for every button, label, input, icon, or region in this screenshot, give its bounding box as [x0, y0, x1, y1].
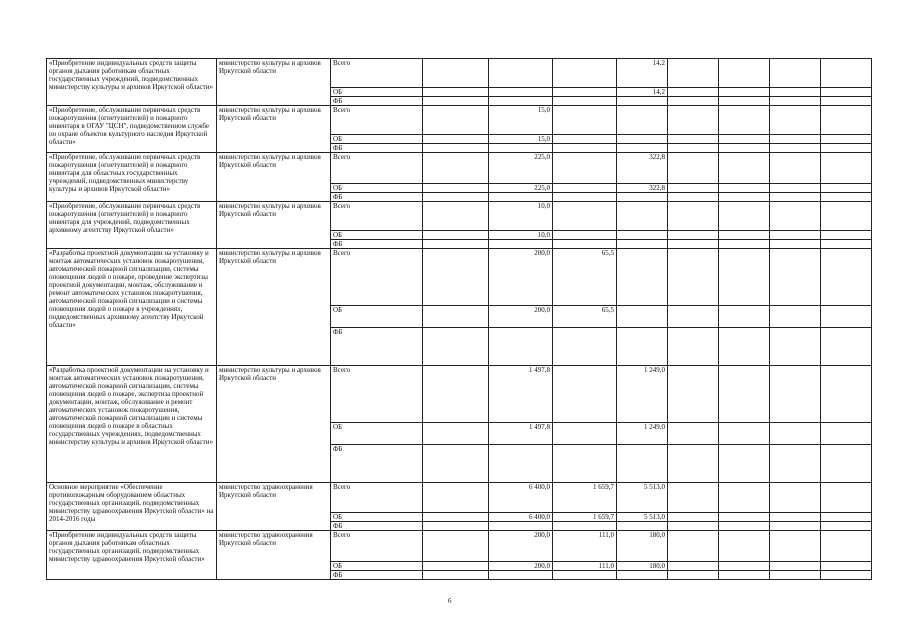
- amount-cell: [423, 193, 489, 202]
- executor-cell: министерство здравоохранения Иркутской области: [217, 483, 331, 531]
- amount-cell: [423, 522, 489, 531]
- activity-name-cell: «Разработка проектной документации на установку и монтаж автоматических установок пожаротушения, автоматической пожарной сигнализации, системы оповещения людей о пожаре, проведение экспертизы проектной документации, монтаж, обслуживание и ремонт автоматических установок пожаротушения, автоматической пожарной сигнализации и системы оповещения людей о пожаре в учреждениях, подведомственных архивному агентству Иркутской области»: [47, 249, 217, 366]
- activity-name-cell: Основное мероприятие «Обеспечение противопожарным оборудованием областных государственных организаций, подведомственных министерству здравоохранения Иркутской области» на 2014-2016 годы: [47, 483, 217, 531]
- amount-cell: [489, 571, 553, 580]
- funding-source-cell: Всего: [331, 59, 423, 88]
- amount-cell: [719, 88, 770, 97]
- amount-cell: [553, 97, 617, 106]
- funding-source-cell: ФБ: [331, 240, 423, 249]
- funding-source-cell: Всего: [331, 202, 423, 231]
- amount-cell: [668, 202, 719, 231]
- amount-cell: [821, 571, 872, 580]
- amount-cell: [668, 306, 719, 328]
- funding-source-cell: Всего: [331, 249, 423, 306]
- amount-cell: [770, 193, 821, 202]
- amount-cell: 15,0: [489, 106, 553, 135]
- funding-source-cell: ОБ: [331, 231, 423, 240]
- amount-cell: [770, 106, 821, 135]
- amount-cell: [668, 88, 719, 97]
- amount-cell: [821, 513, 872, 522]
- amount-cell: [770, 423, 821, 445]
- funding-source-cell: ОБ: [331, 135, 423, 144]
- amount-cell: 65,5: [553, 249, 617, 306]
- amount-cell: [489, 522, 553, 531]
- amount-cell: [719, 106, 770, 135]
- amount-cell: [553, 153, 617, 184]
- amount-cell: [719, 193, 770, 202]
- amount-cell: [617, 144, 668, 153]
- amount-cell: 200,0: [489, 531, 553, 562]
- amount-cell: [423, 106, 489, 135]
- amount-cell: [770, 59, 821, 88]
- amount-cell: [821, 445, 872, 483]
- amount-cell: [770, 88, 821, 97]
- amount-cell: [489, 88, 553, 97]
- amount-cell: 6 400,0: [489, 513, 553, 522]
- amount-cell: 1 497,8: [489, 423, 553, 445]
- amount-cell: [719, 522, 770, 531]
- amount-cell: [423, 59, 489, 88]
- amount-cell: [617, 97, 668, 106]
- activity-name-cell: «Приобретение, обслуживание первичных средств пожаротушения (огнетушителей) и пожарного инвентаря для учреждений, подведомственных архивному агентству Иркутской области»: [47, 202, 217, 249]
- amount-cell: [719, 249, 770, 306]
- amount-cell: [719, 202, 770, 231]
- amount-cell: [489, 193, 553, 202]
- amount-cell: [423, 202, 489, 231]
- amount-cell: [489, 328, 553, 366]
- amount-cell: [423, 135, 489, 144]
- amount-cell: [821, 106, 872, 135]
- amount-cell: [719, 144, 770, 153]
- funding-source-cell: ОБ: [331, 88, 423, 97]
- amount-cell: [617, 522, 668, 531]
- executor-cell: министерство культуры и архивов Иркутской области: [217, 249, 331, 366]
- table-row: [47, 249, 872, 306]
- amount-cell: [553, 231, 617, 240]
- amount-cell: [423, 571, 489, 580]
- amount-cell: [719, 366, 770, 423]
- amount-cell: [821, 135, 872, 144]
- amount-cell: [668, 571, 719, 580]
- amount-cell: [553, 106, 617, 135]
- amount-cell: 5 513,0: [617, 483, 668, 513]
- amount-cell: [770, 153, 821, 184]
- amount-cell: [821, 231, 872, 240]
- amount-cell: [423, 231, 489, 240]
- amount-cell: [821, 193, 872, 202]
- activity-name-cell: «Разработка проектной документации на установку и монтаж автоматических установок пожаротушения, автоматической пожарной сигнализации, системы оповещения людей о пожаре, экспертиза проектной документации, монтаж, обслуживание и ремонт автоматических установок пожаротушения, автоматической пожарной сигнализации и системы оповещения людей о пожаре в областных государственных учреждениях, подведомственных министерству культуры и архивов Иркутской области»: [47, 366, 217, 483]
- amount-cell: [668, 153, 719, 184]
- amount-cell: [617, 328, 668, 366]
- amount-cell: [719, 184, 770, 193]
- amount-cell: [423, 483, 489, 513]
- funding-source-cell: Всего: [331, 366, 423, 423]
- amount-cell: [821, 531, 872, 562]
- amount-cell: [719, 97, 770, 106]
- amount-cell: [821, 97, 872, 106]
- amount-cell: [821, 249, 872, 306]
- table-row: [47, 483, 872, 513]
- amount-cell: [423, 366, 489, 423]
- amount-cell: [821, 483, 872, 513]
- amount-cell: 180,0: [617, 531, 668, 562]
- amount-cell: [668, 59, 719, 88]
- amount-cell: [770, 562, 821, 571]
- amount-cell: [617, 135, 668, 144]
- amount-cell: [719, 328, 770, 366]
- amount-cell: 14,2: [617, 59, 668, 88]
- amount-cell: [617, 202, 668, 231]
- amount-cell: 6 400,0: [489, 483, 553, 513]
- amount-cell: [821, 88, 872, 97]
- amount-cell: [719, 531, 770, 562]
- funding-source-cell: ОБ: [331, 513, 423, 522]
- amount-cell: [770, 135, 821, 144]
- amount-cell: [821, 423, 872, 445]
- amount-cell: [719, 562, 770, 571]
- funding-source-cell: ФБ: [331, 193, 423, 202]
- amount-cell: 1 497,8: [489, 366, 553, 423]
- amount-cell: [668, 144, 719, 153]
- amount-cell: [489, 97, 553, 106]
- amount-cell: [423, 88, 489, 97]
- amount-cell: [770, 445, 821, 483]
- amount-cell: [553, 193, 617, 202]
- amount-cell: 200,0: [489, 249, 553, 306]
- amount-cell: 5 513,0: [617, 513, 668, 522]
- amount-cell: [423, 445, 489, 483]
- amount-cell: [821, 562, 872, 571]
- amount-cell: [821, 522, 872, 531]
- amount-cell: [668, 445, 719, 483]
- amount-cell: 14,2: [617, 88, 668, 97]
- amount-cell: [719, 513, 770, 522]
- funding-source-cell: ФБ: [331, 97, 423, 106]
- amount-cell: [553, 423, 617, 445]
- amount-cell: [553, 328, 617, 366]
- amount-cell: [553, 135, 617, 144]
- amount-cell: [553, 366, 617, 423]
- amount-cell: 180,0: [617, 562, 668, 571]
- amount-cell: 200,0: [489, 306, 553, 328]
- amount-cell: [423, 153, 489, 184]
- amount-cell: 111,0: [553, 531, 617, 562]
- table-row: [47, 59, 872, 88]
- activity-name-cell: «Приобретение индивидуальных средств защиты органов дыхания работникам областных государственных учреждений, подведомственных министерству культуры и архивов Иркутской области»: [47, 59, 217, 106]
- amount-cell: [719, 483, 770, 513]
- page-number: 6: [448, 597, 452, 605]
- amount-cell: [423, 513, 489, 522]
- amount-cell: [770, 366, 821, 423]
- amount-cell: [821, 153, 872, 184]
- amount-cell: [617, 445, 668, 483]
- amount-cell: [668, 522, 719, 531]
- funding-source-cell: Всего: [331, 531, 423, 562]
- amount-cell: 225,0: [489, 184, 553, 193]
- amount-cell: [770, 249, 821, 306]
- amount-cell: [489, 445, 553, 483]
- amount-cell: 322,8: [617, 153, 668, 184]
- funding-source-cell: ФБ: [331, 328, 423, 366]
- executor-cell: министерство культуры и архивов Иркутской области: [217, 59, 331, 106]
- amount-cell: 1 249,0: [617, 366, 668, 423]
- amount-cell: [553, 202, 617, 231]
- amount-cell: [821, 202, 872, 231]
- amount-cell: [553, 240, 617, 249]
- amount-cell: [423, 144, 489, 153]
- funding-source-cell: ОБ: [331, 306, 423, 328]
- table-row: [47, 366, 872, 423]
- amount-cell: [553, 59, 617, 88]
- amount-cell: [553, 522, 617, 531]
- table-row: [47, 153, 872, 184]
- amount-cell: 1 659,7: [553, 513, 617, 522]
- amount-cell: [719, 231, 770, 240]
- funding-source-cell: ОБ: [331, 423, 423, 445]
- amount-cell: 1 249,0: [617, 423, 668, 445]
- amount-cell: [719, 240, 770, 249]
- amount-cell: 225,0: [489, 153, 553, 184]
- funding-source-cell: ФБ: [331, 144, 423, 153]
- amount-cell: [423, 306, 489, 328]
- amount-cell: [668, 483, 719, 513]
- amount-cell: [617, 249, 668, 306]
- amount-cell: [423, 249, 489, 306]
- amount-cell: [770, 97, 821, 106]
- amount-cell: [770, 231, 821, 240]
- amount-cell: 65,5: [553, 306, 617, 328]
- amount-cell: [719, 306, 770, 328]
- amount-cell: [770, 571, 821, 580]
- funding-source-cell: ФБ: [331, 571, 423, 580]
- executor-cell: министерство культуры и архивов Иркутской области: [217, 366, 331, 483]
- amount-cell: [770, 483, 821, 513]
- amount-cell: [668, 97, 719, 106]
- amount-cell: [668, 249, 719, 306]
- activity-name-cell: «Приобретение, обслуживание первичных средств пожаротушения (огнетушителей) и пожарного инвентаря для областных государственных учреждений, подведомственных министерству культуры и архивов Иркутской области»: [47, 153, 217, 202]
- funding-source-cell: ОБ: [331, 562, 423, 571]
- activity-name-cell: «Приобретение индивидуальных средств защиты органов дыхания работникам областных государственных организаций, подведомственных министерству здравоохранения Иркутской области»: [47, 531, 217, 580]
- amount-cell: [617, 306, 668, 328]
- executor-cell: министерство культуры и архивов Иркутской области: [217, 153, 331, 202]
- budget-table: [46, 58, 872, 580]
- amount-cell: [668, 562, 719, 571]
- executor-cell: министерство культуры и архивов Иркутской области: [217, 106, 331, 153]
- amount-cell: [617, 193, 668, 202]
- amount-cell: [553, 571, 617, 580]
- amount-cell: [770, 202, 821, 231]
- amount-cell: [668, 531, 719, 562]
- amount-cell: [423, 562, 489, 571]
- amount-cell: [423, 328, 489, 366]
- table-row: [47, 106, 872, 135]
- amount-cell: [668, 513, 719, 522]
- amount-cell: 1 659,7: [553, 483, 617, 513]
- amount-cell: [668, 106, 719, 135]
- amount-cell: [719, 59, 770, 88]
- amount-cell: [617, 240, 668, 249]
- amount-cell: [423, 240, 489, 249]
- amount-cell: [770, 240, 821, 249]
- amount-cell: [553, 184, 617, 193]
- amount-cell: [489, 59, 553, 88]
- executor-cell: министерство культуры и архивов Иркутской области: [217, 202, 331, 249]
- amount-cell: [668, 240, 719, 249]
- amount-cell: [668, 193, 719, 202]
- funding-source-cell: Всего: [331, 153, 423, 184]
- funding-source-cell: ФБ: [331, 445, 423, 483]
- amount-cell: [821, 184, 872, 193]
- amount-cell: [668, 231, 719, 240]
- amount-cell: [821, 144, 872, 153]
- amount-cell: 200,0: [489, 562, 553, 571]
- funding-source-cell: Всего: [331, 483, 423, 513]
- amount-cell: [553, 88, 617, 97]
- amount-cell: 10,0: [489, 231, 553, 240]
- amount-cell: [719, 571, 770, 580]
- amount-cell: [617, 571, 668, 580]
- amount-cell: 15,0: [489, 135, 553, 144]
- amount-cell: [489, 240, 553, 249]
- amount-cell: [423, 97, 489, 106]
- amount-cell: [719, 445, 770, 483]
- amount-cell: [821, 366, 872, 423]
- executor-cell: министерство здравоохранения Иркутской области: [217, 531, 331, 580]
- amount-cell: [553, 445, 617, 483]
- amount-cell: [821, 59, 872, 88]
- amount-cell: [668, 135, 719, 144]
- amount-cell: [770, 144, 821, 153]
- amount-cell: [668, 184, 719, 193]
- table-row: [47, 202, 872, 231]
- amount-cell: [821, 328, 872, 366]
- amount-cell: [719, 135, 770, 144]
- amount-cell: [770, 522, 821, 531]
- amount-cell: [770, 306, 821, 328]
- amount-cell: [668, 328, 719, 366]
- amount-cell: [489, 144, 553, 153]
- funding-source-cell: ФБ: [331, 522, 423, 531]
- amount-cell: [668, 423, 719, 445]
- funding-source-cell: Всего: [331, 106, 423, 135]
- funding-source-cell: ОБ: [331, 184, 423, 193]
- amount-cell: [668, 366, 719, 423]
- amount-cell: 322,8: [617, 184, 668, 193]
- amount-cell: [423, 184, 489, 193]
- amount-cell: [553, 144, 617, 153]
- amount-cell: [617, 106, 668, 135]
- amount-cell: [423, 423, 489, 445]
- amount-cell: [423, 531, 489, 562]
- amount-cell: [770, 328, 821, 366]
- amount-cell: [770, 531, 821, 562]
- amount-cell: 111,0: [553, 562, 617, 571]
- table-row: [47, 531, 872, 562]
- amount-cell: [770, 513, 821, 522]
- amount-cell: [770, 184, 821, 193]
- amount-cell: [821, 306, 872, 328]
- amount-cell: [821, 240, 872, 249]
- amount-cell: [719, 153, 770, 184]
- amount-cell: [719, 423, 770, 445]
- activity-name-cell: «Приобретение, обслуживание первичных средств пожаротушения (огнетушителей) и пожарного инвентаря в ОГАУ "ЦСН", подведомственном службе по охране объектов культурного наследия Иркутской области»: [47, 106, 217, 153]
- amount-cell: 10,0: [489, 202, 553, 231]
- amount-cell: [617, 231, 668, 240]
